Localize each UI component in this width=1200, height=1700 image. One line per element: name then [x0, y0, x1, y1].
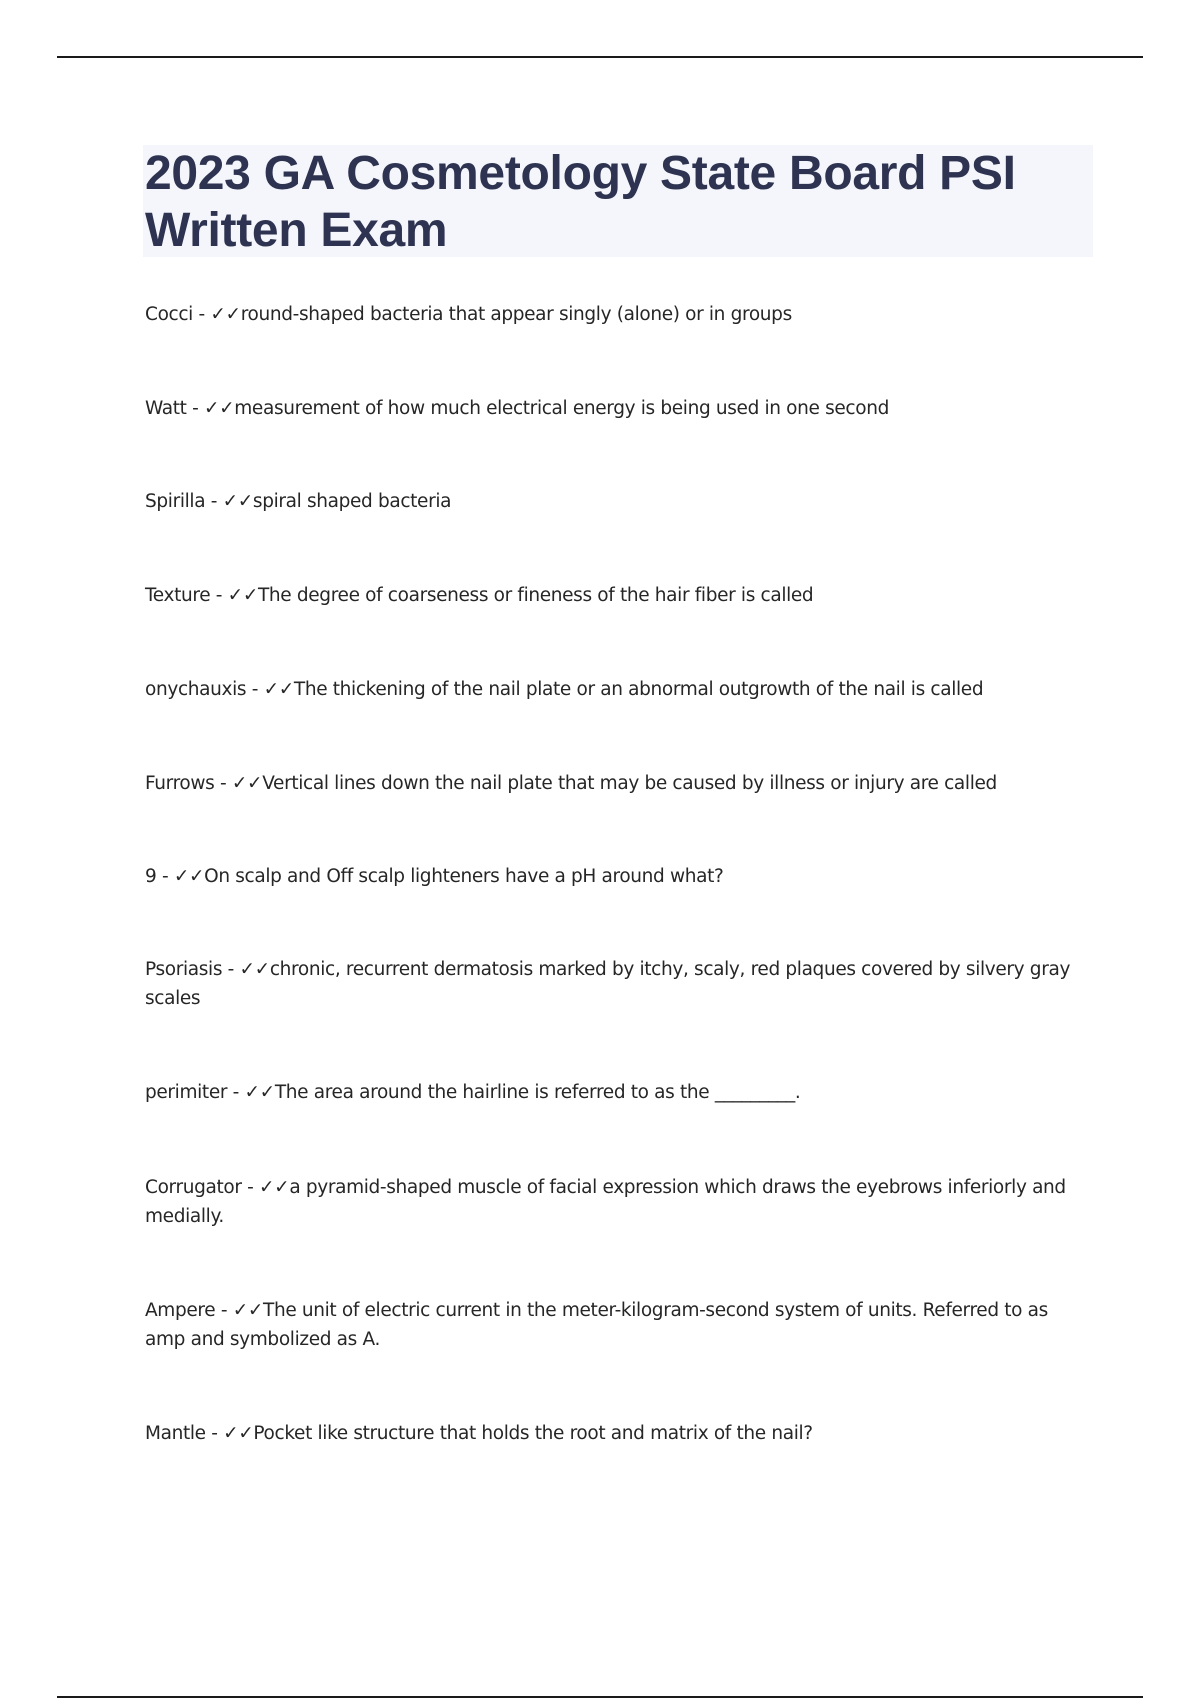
- separator: -: [205, 491, 223, 512]
- term: Watt: [145, 398, 187, 419]
- term: Spirilla: [145, 491, 206, 512]
- bottom-rule: [57, 1696, 1143, 1698]
- term: 9: [145, 866, 157, 887]
- list-item: [145, 394, 1085, 423]
- page-title: 2023 GA Cosmetology State Board PSI Written Exam: [145, 147, 1016, 257]
- term: Psoriasis: [145, 959, 223, 980]
- term: Corrugator: [145, 1177, 242, 1198]
- separator: -: [215, 1300, 233, 1321]
- definition: a pyramid-shaped muscle of facial expression which draws the eyebrows inferiorly and medially.: [145, 1177, 1066, 1227]
- definition: On scalp and Off scalp lighteners have a pH around what?: [204, 866, 724, 887]
- check-marks-icon: ✓✓: [263, 679, 294, 700]
- check-marks-icon: ✓✓: [222, 491, 253, 512]
- list-item: [145, 300, 1085, 329]
- separator: -: [205, 1423, 224, 1444]
- term: Mantle: [145, 1423, 206, 1444]
- list-item: [145, 1419, 1085, 1448]
- check-marks-icon: ✓✓: [227, 585, 258, 606]
- term: Furrows: [145, 773, 215, 794]
- definition: Vertical lines down the nail plate that may be caused by illness or injury are called: [262, 773, 997, 794]
- definition: chronic, recurrent dermatosis marked by itchy, scaly, red plaques covered by silvery gray scales: [145, 959, 1071, 1009]
- separator: -: [210, 585, 228, 606]
- separator: -: [241, 1177, 259, 1198]
- separator: -: [186, 398, 204, 419]
- list-item: [145, 769, 1085, 798]
- title-banner: [143, 145, 1093, 257]
- term: Texture: [145, 585, 211, 606]
- definition: The thickening of the nail plate or an abnormal outgrowth of the nail is called: [293, 679, 984, 700]
- list-item: [145, 862, 1085, 891]
- list-item: [145, 1173, 1085, 1231]
- definition: round-shaped bacteria that appear singly (alone) or in groups: [240, 304, 792, 325]
- list-item: [145, 675, 1085, 704]
- definition: measurement of how much electrical energy is being used in one second: [234, 398, 889, 419]
- check-marks-icon: ✓✓: [244, 1082, 275, 1103]
- separator: -: [192, 304, 211, 325]
- check-marks-icon: ✓✓: [210, 304, 241, 325]
- check-marks-icon: ✓✓: [173, 866, 205, 887]
- definition: The area around the hairline is referred to as the _________.: [274, 1082, 801, 1103]
- definition: Pocket like structure that holds the root and matrix of the nail?: [253, 1423, 813, 1444]
- definition: The unit of electric current in the meter-kilogram-second system of units. Referred to as amp and symbolized as A.: [145, 1300, 1048, 1350]
- separator: -: [222, 959, 240, 980]
- check-marks-icon: ✓✓: [232, 1300, 263, 1321]
- list-item: [145, 1296, 1085, 1354]
- separator: -: [246, 679, 264, 700]
- term: Cocci: [145, 304, 193, 325]
- separator: -: [214, 773, 232, 794]
- list-item: [145, 581, 1085, 610]
- list-item: [145, 1078, 1085, 1107]
- term: perimiter: [145, 1082, 228, 1103]
- check-marks-icon: ✓✓: [231, 773, 263, 794]
- check-marks-icon: ✓✓: [239, 959, 270, 980]
- separator: -: [227, 1082, 245, 1103]
- term: onychauxis: [145, 679, 247, 700]
- list-item: [145, 955, 1085, 1013]
- term: Ampere: [145, 1300, 216, 1321]
- separator: -: [156, 866, 174, 887]
- check-marks-icon: ✓✓: [203, 398, 235, 419]
- check-marks-icon: ✓✓: [259, 1177, 290, 1198]
- definition: spiral shaped bacteria: [252, 491, 452, 512]
- definition: The degree of coarseness or fineness of the hair fiber is called: [257, 585, 814, 606]
- check-marks-icon: ✓✓: [223, 1423, 254, 1444]
- top-rule: [57, 56, 1143, 58]
- list-item: [145, 487, 1085, 516]
